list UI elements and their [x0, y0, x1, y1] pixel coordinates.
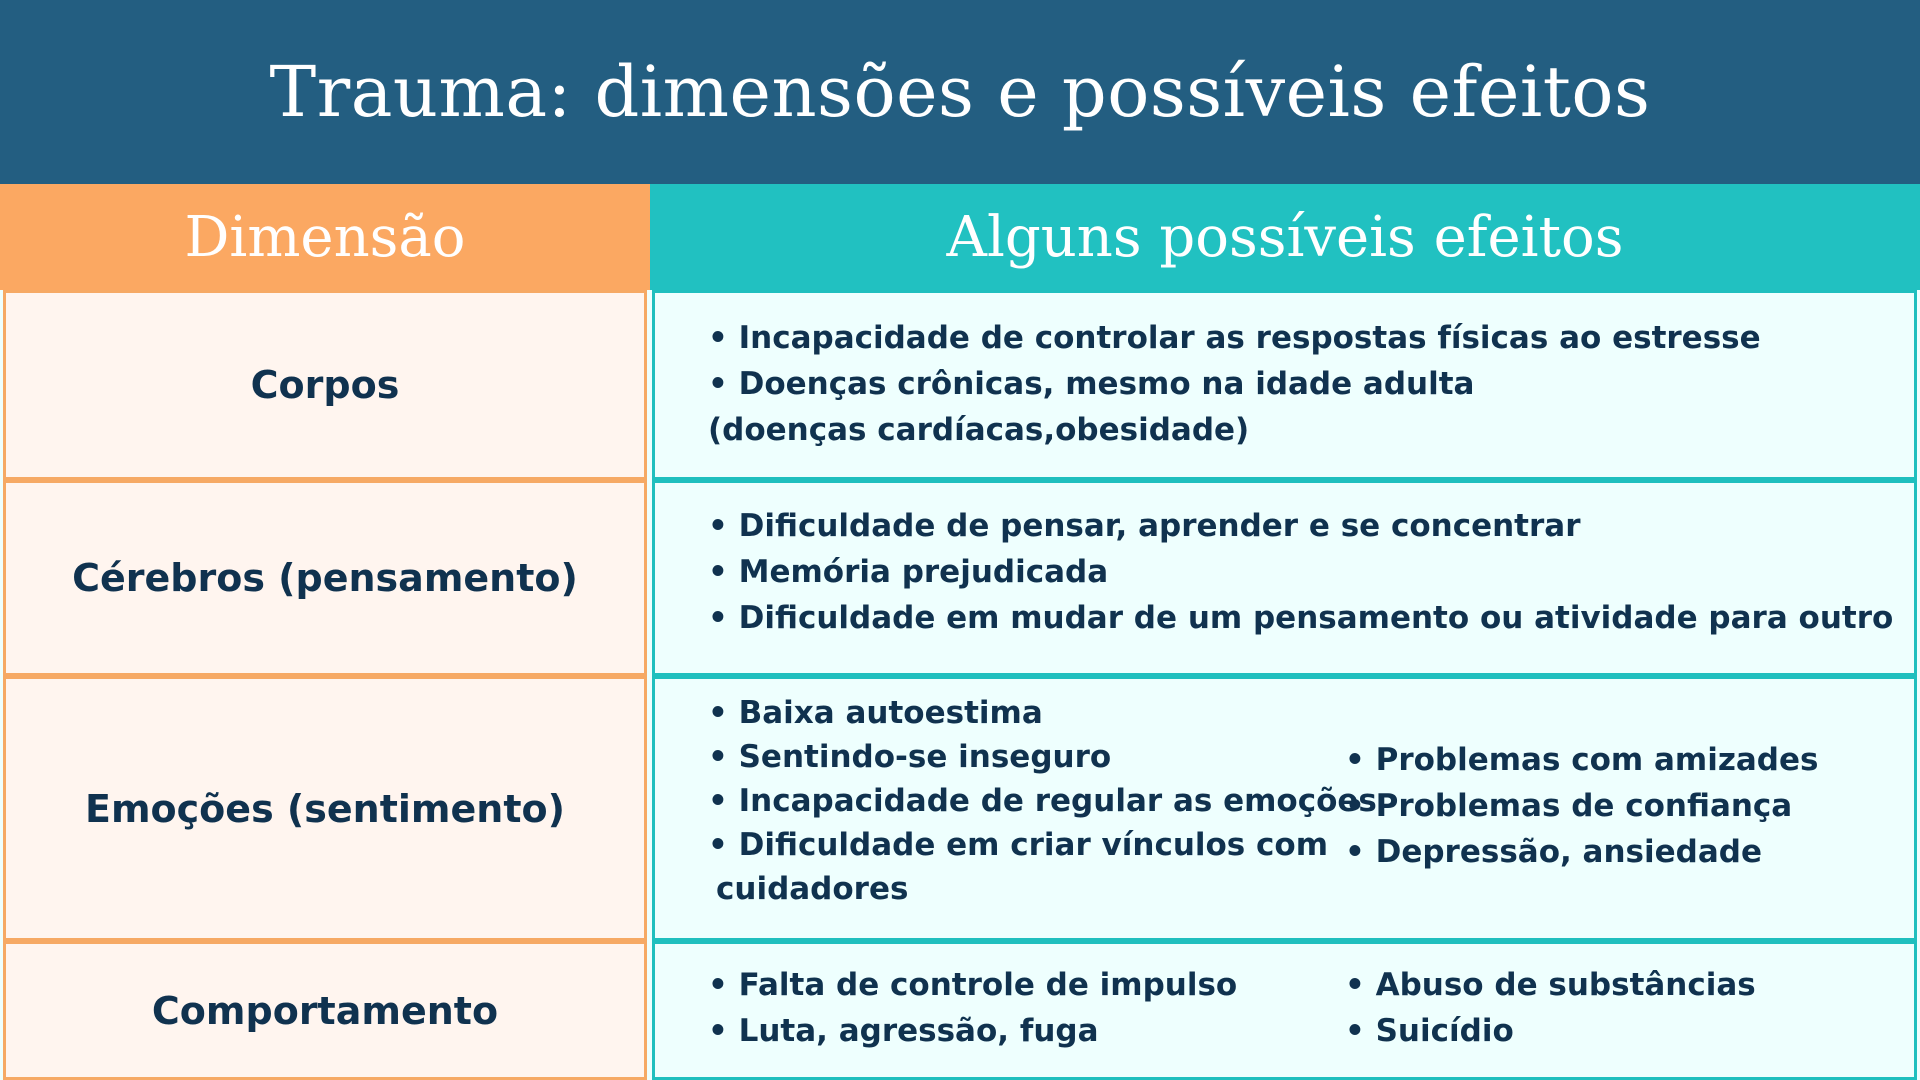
- dimension-label: Comportamento: [151, 988, 499, 1033]
- dimension-label: Emoções (sentimento): [85, 786, 565, 831]
- effect-item: • Incapacidade de regular as emoções: [708, 783, 1377, 819]
- effect-item: • Incapacidade de controlar as respostas físicas ao estresse: [708, 320, 1761, 356]
- effects-cell-cerebros: [652, 480, 1917, 676]
- effect-item: • Depressão, ansiedade: [1345, 834, 1762, 870]
- effects-list-left: [708, 691, 1377, 911]
- effects-list-left: [708, 962, 1237, 1054]
- page-title: Trauma: dimensões e possíveis efeitos: [269, 51, 1651, 133]
- dimension-cell-emocoes: [3, 676, 647, 941]
- effects-list-right: [1345, 962, 1756, 1054]
- effect-item: • Abuso de substâncias: [1345, 967, 1756, 1003]
- effect-item: (doenças cardíacas,obesidade): [708, 412, 1250, 448]
- effects-cell-emocoes: [652, 676, 1917, 941]
- header-effects-label: Alguns possíveis efeitos: [946, 204, 1624, 270]
- header-dimension-label: Dimensão: [184, 204, 466, 270]
- effects-cell-comportamento: [652, 941, 1917, 1080]
- effect-item: • Problemas com amizades: [1345, 742, 1819, 778]
- dimension-label: Corpos: [250, 363, 400, 407]
- effect-item: • Luta, agressão, fuga: [708, 1013, 1099, 1049]
- effects-list: [708, 315, 1761, 453]
- effect-item: • Suicídio: [1345, 1013, 1514, 1049]
- title-banner: [0, 0, 1920, 184]
- effect-item: • Baixa autoestima: [708, 695, 1043, 731]
- dimension-cell-cerebros: [3, 480, 647, 676]
- effects-list-right: [1345, 737, 1818, 875]
- dimension-label: Cérebros (pensamento): [72, 556, 578, 600]
- dimension-cell-comportamento: [3, 941, 647, 1080]
- effect-item: • Problemas de confiança: [1345, 788, 1793, 824]
- effect-item-continuation: cuidadores: [716, 871, 909, 907]
- trauma-table: [0, 184, 1920, 1080]
- effects-cell-corpos: [652, 290, 1917, 480]
- effect-item: • Dificuldade em mudar de um pensamento ou atividade para outro: [708, 600, 1894, 636]
- effect-item: • Memória prejudicada: [708, 554, 1109, 590]
- effect-item: • Dificuldade em criar vínculos com: [708, 827, 1329, 863]
- effect-item: • Doenças crônicas, mesmo na idade adulta: [708, 366, 1475, 402]
- effects-list: [708, 503, 1893, 641]
- header-effects: [650, 184, 1920, 290]
- effect-item: • Falta de controle de impulso: [708, 967, 1238, 1003]
- dimension-cell-corpos: [3, 290, 647, 480]
- effect-item: • Sentindo-se inseguro: [708, 739, 1112, 775]
- header-dimension: [0, 184, 650, 290]
- effect-item: • Dificuldade de pensar, aprender e se concentrar: [708, 508, 1581, 544]
